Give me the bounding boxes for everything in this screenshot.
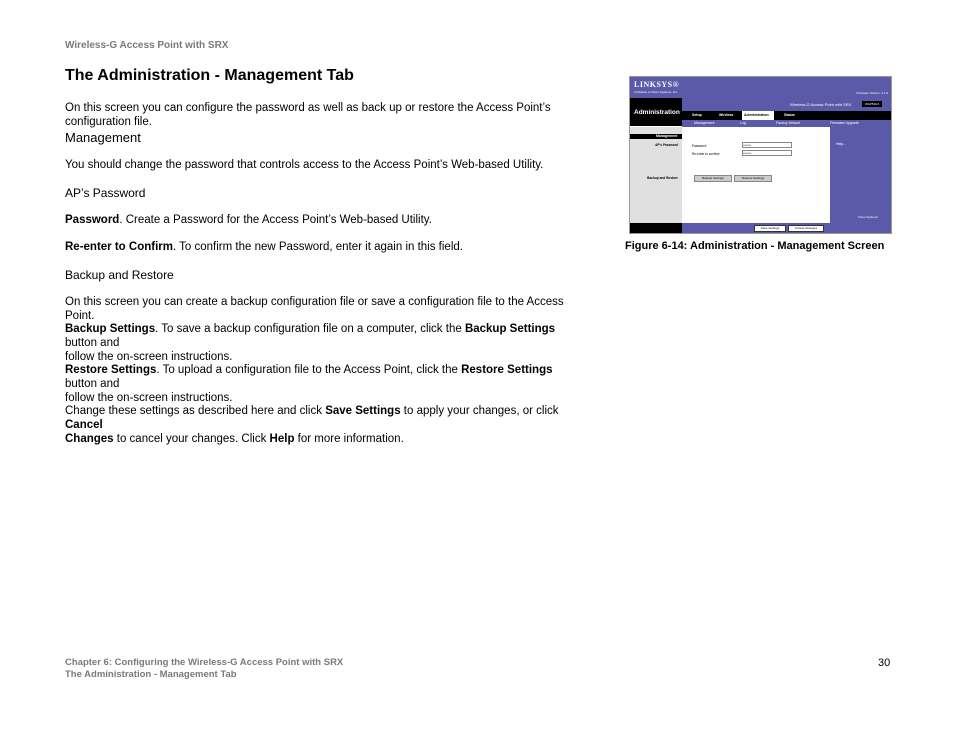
firmware-version: Firmware Version: 1.1.6	[856, 91, 888, 95]
reenter-desc: . To confirm the new Password, enter it again in this field.	[172, 241, 463, 253]
model-badge: WAP54GX	[862, 101, 882, 107]
cancel-term-2: Changes	[65, 433, 114, 445]
intro-paragraph: On this screen you can configure the password as well as back up or restore the Access Point’s configuration file.	[65, 102, 551, 128]
save-settings-button[interactable]: Save Settings	[754, 225, 786, 232]
backup-desc-3: follow the on-screen instructions.	[65, 351, 233, 363]
subtab-factory-default[interactable]: Factory Default	[776, 121, 800, 125]
subtab-log[interactable]: Log	[740, 121, 746, 125]
backup-settings-button[interactable]: Backup Settings	[694, 175, 732, 182]
management-section-title: Management	[656, 134, 678, 138]
restore-paragraph	[65, 363, 585, 405]
field-label-password: Password:	[692, 144, 707, 148]
restore-term: Restore Settings	[65, 364, 157, 376]
restore-desc-1: . To upload a configuration file to the Access Point, click the	[156, 364, 462, 376]
left-label-backup: Backup and Restore	[647, 176, 678, 180]
tab-administration[interactable]: Administration	[744, 113, 769, 117]
product-name: Wireless-G Access Point with SRX	[790, 102, 852, 107]
tab-setup[interactable]: Setup	[692, 113, 702, 117]
password-desc: . Create a Password for the Access Point’s Web-based Utility.	[119, 214, 432, 226]
help-link[interactable]: Help...	[836, 142, 847, 146]
footer-chapter: Chapter 6: Configuring the Wireless-G Access Point with SRX	[65, 657, 344, 668]
running-header: Wireless-G Access Point with SRX	[65, 40, 229, 51]
restore-desc-2: button and	[65, 378, 120, 390]
backup-term: Backup Settings	[65, 323, 156, 335]
footer-section: The Administration - Management Tab	[65, 669, 237, 680]
field-label-reenter: Re-enter to confirm:	[692, 152, 721, 156]
help-term: Help	[269, 433, 295, 445]
logo-subtitle: A Division of Cisco Systems, Inc.	[634, 90, 678, 94]
linksys-logo: LINKSYS®	[634, 80, 680, 89]
tab-status[interactable]: Status	[784, 113, 795, 117]
management-text: You should change the password that controls access to the Access Point’s Web-based Utility.	[65, 159, 544, 171]
password-term: Password	[65, 214, 120, 226]
management-heading: Management	[65, 130, 141, 145]
cancel-changes-button[interactable]: Cancel Changes	[788, 225, 824, 232]
cisco-logo: Cisco Systems	[858, 215, 878, 219]
save-term: Save Settings	[325, 405, 401, 417]
change-desc-4: for more information.	[294, 433, 404, 445]
change-desc-3: to cancel your changes. Click	[113, 433, 270, 445]
figure-caption: Figure 6-14: Administration - Management Screen	[625, 240, 885, 252]
subtab-management[interactable]: Management	[694, 121, 715, 125]
page-title: The Administration - Management Tab	[65, 67, 354, 84]
password-paragraph	[65, 213, 585, 227]
page-number: 30	[878, 657, 891, 669]
password-input[interactable]: ••••••••	[742, 142, 792, 148]
cancel-term-1: Cancel	[65, 419, 103, 431]
product-bar	[682, 98, 891, 111]
reenter-term: Re-enter to Confirm	[65, 241, 173, 253]
left-footer	[630, 223, 682, 233]
subtab-firmware-upgrade[interactable]: Firmware Upgrade	[830, 121, 859, 125]
backup-restore-heading: Backup and Restore	[65, 268, 174, 282]
change-paragraph	[65, 404, 585, 446]
figure-screenshot	[629, 76, 892, 234]
restore-term-2: Restore Settings	[461, 364, 553, 376]
section-title: Administration	[634, 109, 680, 116]
reenter-paragraph	[65, 240, 585, 254]
backup-restore-text: On this screen you can create a backup configuration file or save a configuration file to the Access Point.	[65, 296, 564, 322]
footer	[65, 657, 343, 681]
change-desc-1: Change these settings as described here and click	[65, 405, 326, 417]
change-desc-2: to apply your changes, or click	[400, 405, 559, 417]
reenter-input[interactable]: ••••••••	[742, 150, 792, 156]
backup-desc-1: . To save a backup configuration file on a computer, click the	[155, 323, 465, 335]
backup-desc-2: button and	[65, 337, 120, 349]
left-label-password: AP's Password	[655, 143, 678, 147]
backup-term-2: Backup Settings	[464, 323, 556, 335]
restore-desc-3: follow the on-screen instructions.	[65, 392, 233, 404]
aps-password-heading: AP’s Password	[65, 186, 146, 200]
restore-settings-button[interactable]: Restore Settings	[734, 175, 772, 182]
backup-paragraph	[65, 322, 585, 364]
tab-wireless[interactable]: Wireless	[719, 113, 734, 117]
